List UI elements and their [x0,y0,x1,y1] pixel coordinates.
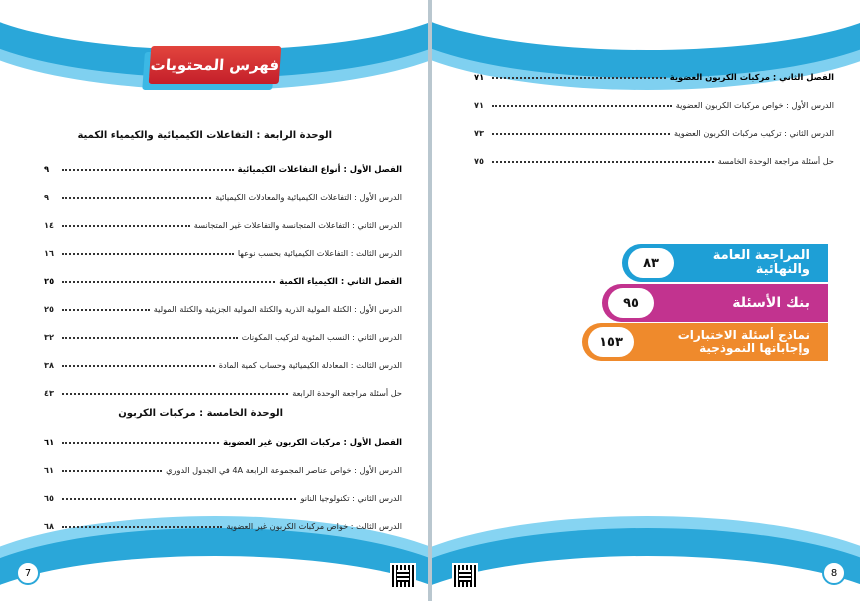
section-tab-label: نماذج أسئلة الاختبارات وإجاباتها النموذجية [677,328,810,355]
toc-row[interactable] [44,433,402,447]
section-page-badge: ٨٣ [628,248,674,278]
toc-row[interactable] [44,461,402,475]
toc-entry-title: الدرس الثالث : المعادلة الكيميائية وحساب كمية المادة [218,360,402,370]
dotted-leader [492,161,714,163]
section-tab[interactable] [582,323,828,361]
page-number-right: 8 [822,561,846,585]
toc-row[interactable] [474,152,834,166]
toc-page-number: ٦٥ [44,493,54,503]
toc-entry-title: الدرس الأول : التفاعلات الكيميائية والمعادلات الكيميائية [215,192,402,202]
toc-entry-title: الدرس الثاني : النسب المئوية لتركيب المكونات [241,332,402,342]
dotted-leader [492,77,666,79]
toc-row[interactable] [474,124,834,138]
toc-page-number: ١٦ [44,248,54,258]
qr-code-icon[interactable] [452,563,478,589]
toc-entry-title: الدرس الثاني : تركيب مركبات الكربون العضوية [674,128,834,138]
toc-page-number: ٣٢ [44,332,54,342]
toc-row[interactable] [44,384,402,398]
toc-page-number: ٢٥ [44,276,55,286]
toc-page-number: ٤٣ [44,388,54,398]
toc-title: فهرس المحتويات [150,56,280,74]
toc-page-number: ٦١ [44,465,54,475]
dotted-leader [62,337,238,339]
section-tab[interactable] [602,284,828,322]
toc-row[interactable] [44,328,402,342]
toc-entry-title: الدرس الأول : الكتلة المولية الذرية والكتلة المولية الجزيئية والكتلة المولية [153,304,402,314]
unit4-heading: الوحدة الرابعة : التفاعلات الكيميائية والكيمياء الكمية [77,130,332,141]
toc-entry-title: حل أسئلة مراجعة الوحدة الرابعة [292,388,402,398]
toc-page-number: ٧٣ [474,128,484,138]
toc-row[interactable] [44,216,402,230]
dotted-leader [62,442,219,444]
dotted-leader [62,281,275,283]
toc-page-number: ٧١ [474,100,484,110]
dotted-leader [492,133,670,135]
toc-entry-title: الفصل الأول : مركبات الكربون غير العضوية [223,437,402,447]
toc-entry-title: الفصل الأول : أنواع التفاعلات الكيميائية [237,164,402,174]
dotted-leader [62,309,150,311]
toc-row[interactable] [44,517,402,531]
dotted-leader [62,526,222,528]
dotted-leader [62,365,215,367]
toc-entry-title: الدرس الأول : خواص مركبات الكربون العضوية [675,100,834,110]
section-tab[interactable] [622,244,828,282]
toc-row[interactable] [474,68,834,82]
dotted-leader [62,225,190,227]
toc-page-number: ٩ [44,192,49,202]
right-page [432,0,860,601]
dotted-leader [62,253,234,255]
toc-entry-title: الدرس الثاني : تكنولوجيا النانو [300,493,402,503]
toc-entry-title: الدرس الثالث : التفاعلات الكيميائية بحسب نوعها [237,248,402,258]
section-page-badge: ٩٥ [608,288,654,318]
toc-page-number: ٧١ [474,72,485,82]
toc-page-number: ٢٥ [44,304,54,314]
toc-page-number: ٩ [44,164,50,174]
unit5-heading: الوحدة الخامسة : مركبات الكربون [118,408,283,419]
toc-row[interactable] [44,300,402,314]
toc-row[interactable] [474,96,834,110]
section-tab-label: المراجعة العامة والنهائية [712,248,810,277]
page-number-left: 7 [16,561,40,585]
dotted-leader [62,197,211,199]
website-footer[interactable]: www.al-morshid.net / 55194267 [48,578,192,587]
toc-page-number: ٧٥ [474,156,484,166]
toc-page-number: ١٤ [44,220,54,230]
toc-page-number: ٣٨ [44,360,54,370]
toc-entry-title: الفصل الثاني : الكيمياء الكمية [279,276,402,286]
dotted-leader [62,393,288,395]
toc-entry-title: الدرس الثاني : التفاعلات المتجانسة والتفاعلات غير المتجانسة [193,220,402,230]
section-page-badge: ١٥٣ [588,327,634,357]
toc-row[interactable] [44,489,402,503]
toc-row[interactable] [44,160,402,174]
section-tab-label: بنك الأسئلة [732,294,810,311]
dotted-leader [62,470,162,472]
qr-code-icon[interactable] [390,563,416,589]
toc-row[interactable] [44,244,402,258]
toc-entry-title: حل أسئلة مراجعة الوحدة الخامسة [717,156,834,166]
toc-row[interactable] [44,356,402,370]
left-page [0,0,428,601]
toc-row[interactable] [44,188,402,202]
toc-title-banner [149,46,282,84]
toc-entry-title: الدرس الأول : خواص عناصر المجموعة الرابعة 4A في الجدول الدوري [166,465,402,475]
toc-row[interactable] [44,272,402,286]
dotted-leader [492,105,672,107]
dotted-leader [62,169,234,171]
toc-page-number: ٦١ [44,437,55,447]
toc-entry-title: الفصل الثاني : مركبات الكربون العضوية [669,72,834,82]
toc-entry-title: الدرس الثالث : خواص مركبات الكربون غير العضوية [226,521,402,531]
toc-page-number: ٦٨ [44,521,54,531]
dotted-leader [62,498,296,500]
